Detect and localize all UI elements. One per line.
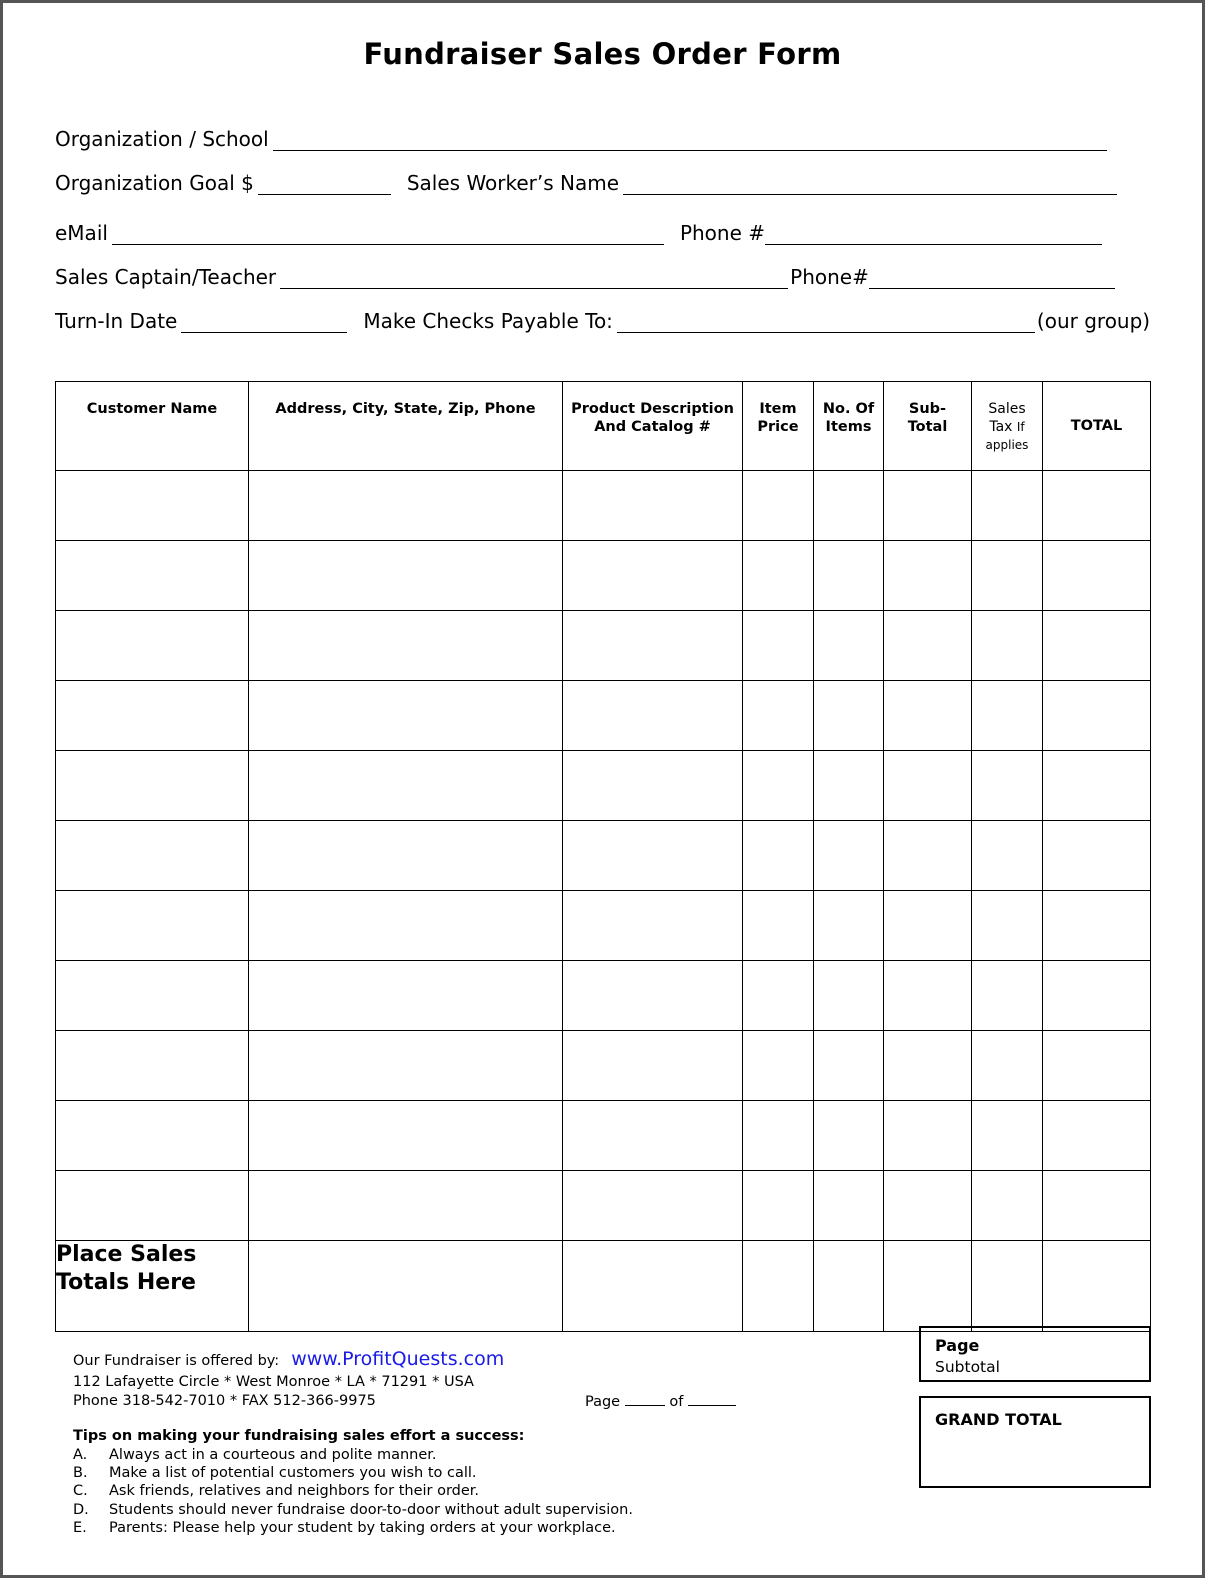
tips-list bbox=[73, 1446, 633, 1537]
table-cell[interactable] bbox=[743, 961, 814, 1031]
totals-label-cell: Place Sales Totals Here bbox=[56, 1241, 249, 1332]
of-label: of bbox=[669, 1394, 684, 1410]
table-row bbox=[56, 541, 1151, 611]
table-cell[interactable] bbox=[56, 891, 249, 961]
table-cell[interactable] bbox=[743, 1171, 814, 1241]
phone2-input[interactable] bbox=[869, 268, 1115, 289]
table-row bbox=[56, 891, 1151, 961]
table-cell[interactable] bbox=[743, 1031, 814, 1101]
table-cell[interactable] bbox=[56, 471, 249, 541]
table-cell[interactable] bbox=[563, 751, 743, 821]
table-cell[interactable] bbox=[972, 1171, 1043, 1241]
table-cell[interactable] bbox=[1043, 541, 1151, 611]
grand-total-box[interactable] bbox=[919, 1396, 1151, 1488]
table-cell[interactable] bbox=[563, 961, 743, 1031]
email-label: eMail bbox=[55, 221, 108, 245]
table-cell[interactable] bbox=[1043, 891, 1151, 961]
table-cell[interactable] bbox=[1043, 681, 1151, 751]
tip-key: B. bbox=[73, 1465, 88, 1482]
table-cell[interactable] bbox=[814, 611, 884, 681]
table-cell[interactable] bbox=[884, 821, 972, 891]
orders-table bbox=[55, 381, 1151, 1332]
captain-row bbox=[55, 265, 1117, 289]
table-cell[interactable] bbox=[743, 611, 814, 681]
table-cell[interactable] bbox=[814, 891, 884, 961]
table-row bbox=[56, 821, 1151, 891]
col-no-of-items: No. Of Items bbox=[814, 382, 884, 471]
table-cell[interactable] bbox=[972, 681, 1043, 751]
payable-input[interactable] bbox=[617, 312, 1035, 333]
table-cell[interactable] bbox=[884, 1031, 972, 1101]
table-cell[interactable] bbox=[56, 961, 249, 1031]
table-cell[interactable] bbox=[1043, 1241, 1151, 1332]
phone2-label: Phone# bbox=[790, 265, 869, 289]
email-row bbox=[55, 221, 1104, 245]
table-row bbox=[56, 681, 1151, 751]
organization-input[interactable] bbox=[273, 130, 1107, 151]
table-cell[interactable] bbox=[563, 1171, 743, 1241]
table-cell[interactable] bbox=[743, 1241, 814, 1332]
table-cell[interactable] bbox=[814, 541, 884, 611]
page-count-input[interactable] bbox=[688, 1392, 736, 1406]
table-cell[interactable] bbox=[1043, 1031, 1151, 1101]
tip-item bbox=[73, 1519, 633, 1537]
table-cell[interactable] bbox=[814, 1171, 884, 1241]
offered-by bbox=[73, 1350, 504, 1371]
table-cell[interactable] bbox=[884, 1101, 972, 1171]
totals-row bbox=[56, 1241, 1151, 1332]
table-cell[interactable] bbox=[1043, 1171, 1151, 1241]
col-product: Product Description And Catalog # bbox=[563, 382, 743, 471]
col-sales-tax: Sales Tax If applies bbox=[972, 382, 1043, 471]
table-cell[interactable] bbox=[743, 1101, 814, 1171]
tip-text: Always act in a courteous and polite manner. bbox=[109, 1447, 437, 1463]
table-cell[interactable] bbox=[1043, 961, 1151, 1031]
table-cell[interactable] bbox=[884, 961, 972, 1031]
company-address: 112 Lafayette Circle * West Monroe * LA * 71291 * USA bbox=[73, 1374, 474, 1390]
table-cell[interactable] bbox=[884, 681, 972, 751]
table-row bbox=[56, 1171, 1151, 1241]
col-total: TOTAL bbox=[1043, 382, 1151, 471]
table-cell[interactable] bbox=[1043, 471, 1151, 541]
table-cell[interactable] bbox=[814, 1241, 884, 1332]
table-cell[interactable] bbox=[884, 1171, 972, 1241]
table-cell[interactable] bbox=[249, 611, 563, 681]
tips-title: Tips on making your fundraising sales effort a success: bbox=[73, 1428, 525, 1444]
table-cell[interactable] bbox=[56, 1101, 249, 1171]
table-cell[interactable] bbox=[743, 751, 814, 821]
page-of bbox=[585, 1392, 736, 1412]
worker-label: Sales Worker’s Name bbox=[406, 171, 620, 195]
table-cell[interactable] bbox=[972, 751, 1043, 821]
table-cell[interactable] bbox=[972, 891, 1043, 961]
tip-item bbox=[73, 1501, 633, 1519]
table-cell[interactable] bbox=[743, 821, 814, 891]
table-cell[interactable] bbox=[814, 471, 884, 541]
table-cell[interactable] bbox=[56, 541, 249, 611]
col-customer-name: Customer Name bbox=[56, 382, 249, 471]
tip-key: A. bbox=[73, 1447, 88, 1463]
ourgroup-label: (our group) bbox=[1036, 309, 1151, 333]
table-row bbox=[56, 751, 1151, 821]
table-cell[interactable] bbox=[249, 751, 563, 821]
page-number-input[interactable] bbox=[625, 1392, 665, 1406]
table-cell[interactable] bbox=[563, 1031, 743, 1101]
tip-item bbox=[73, 1482, 633, 1500]
table-cell[interactable] bbox=[884, 611, 972, 681]
table-cell[interactable] bbox=[563, 611, 743, 681]
table-cell[interactable] bbox=[56, 611, 249, 681]
tip-text: Students should never fundraise door-to-door without adult supervision. bbox=[109, 1501, 633, 1518]
table-cell[interactable] bbox=[884, 891, 972, 961]
table-cell[interactable] bbox=[249, 541, 563, 611]
table-cell[interactable] bbox=[249, 471, 563, 541]
worker-input[interactable] bbox=[623, 174, 1117, 195]
payable-label: Make Checks Payable To: bbox=[363, 309, 613, 333]
table-row bbox=[56, 1101, 1151, 1171]
col-subtotal: Sub- Total bbox=[884, 382, 972, 471]
organization-label: Organization / School bbox=[55, 127, 269, 151]
goal-input[interactable] bbox=[258, 174, 391, 195]
table-cell[interactable] bbox=[743, 541, 814, 611]
table-cell[interactable] bbox=[249, 891, 563, 961]
turnin-input[interactable] bbox=[181, 312, 347, 333]
table-cell[interactable] bbox=[884, 1241, 972, 1332]
table-cell[interactable] bbox=[1043, 821, 1151, 891]
table-cell[interactable] bbox=[884, 751, 972, 821]
table-cell[interactable] bbox=[249, 1101, 563, 1171]
table-cell[interactable] bbox=[56, 681, 249, 751]
table-cell[interactable] bbox=[972, 541, 1043, 611]
table-cell[interactable] bbox=[814, 681, 884, 751]
table-cell[interactable] bbox=[884, 471, 972, 541]
tip-text: Make a list of potential customers you wish to call. bbox=[109, 1465, 477, 1482]
phone-input[interactable] bbox=[765, 224, 1102, 245]
turnin-label: Turn-In Date bbox=[55, 309, 178, 333]
table-cell[interactable] bbox=[972, 1241, 1043, 1332]
table-cell[interactable] bbox=[249, 1241, 563, 1332]
website-link[interactable]: www.ProfitQuests.com bbox=[291, 1348, 505, 1370]
table-cell[interactable] bbox=[814, 751, 884, 821]
captain-input[interactable] bbox=[280, 268, 788, 289]
table-cell[interactable] bbox=[56, 751, 249, 821]
table-cell[interactable] bbox=[563, 1241, 743, 1332]
table-cell[interactable] bbox=[972, 961, 1043, 1031]
table-cell[interactable] bbox=[563, 681, 743, 751]
tip-key: C. bbox=[73, 1483, 88, 1500]
company-phone: Phone 318-542-7010 * FAX 512-366-9975 bbox=[73, 1393, 376, 1409]
page-subtotal-label: Page bbox=[935, 1336, 980, 1355]
table-cell[interactable] bbox=[1043, 1101, 1151, 1171]
table-cell[interactable] bbox=[972, 1101, 1043, 1171]
table-cell[interactable] bbox=[972, 821, 1043, 891]
grand-total-label: GRAND TOTAL bbox=[935, 1410, 1062, 1429]
table-cell[interactable] bbox=[743, 891, 814, 961]
table-cell[interactable] bbox=[972, 611, 1043, 681]
table-cell[interactable] bbox=[563, 541, 743, 611]
table-cell[interactable] bbox=[814, 1101, 884, 1171]
tip-item bbox=[73, 1446, 633, 1464]
tip-item bbox=[73, 1464, 633, 1482]
table-cell[interactable] bbox=[814, 961, 884, 1031]
table-cell[interactable] bbox=[814, 1031, 884, 1101]
table-cell[interactable] bbox=[563, 1101, 743, 1171]
page-label: Page bbox=[585, 1394, 621, 1410]
table-row bbox=[56, 1031, 1151, 1101]
table-cell[interactable] bbox=[884, 541, 972, 611]
table-cell[interactable] bbox=[56, 1031, 249, 1101]
table-cell[interactable] bbox=[249, 821, 563, 891]
goal-label: Organization Goal $ bbox=[55, 171, 254, 195]
table-cell[interactable] bbox=[563, 891, 743, 961]
tip-text: Parents: Please help your student by taking orders at your workplace. bbox=[109, 1519, 616, 1536]
table-cell[interactable] bbox=[249, 1031, 563, 1101]
form-title: Fundraiser Sales Order Form bbox=[363, 37, 842, 71]
offered-label: Our Fundraiser is offered by: bbox=[73, 1353, 280, 1369]
table-cell[interactable] bbox=[1043, 611, 1151, 681]
page-subtotal-label-2: Subtotal bbox=[935, 1358, 1000, 1376]
table-cell[interactable] bbox=[56, 821, 249, 891]
goal-row bbox=[55, 171, 1119, 195]
captain-label: Sales Captain/Teacher bbox=[55, 265, 277, 289]
table-cell[interactable] bbox=[814, 821, 884, 891]
table-cell[interactable] bbox=[743, 471, 814, 541]
table-row bbox=[56, 471, 1151, 541]
table-cell[interactable] bbox=[249, 961, 563, 1031]
tip-key: D. bbox=[73, 1501, 89, 1518]
email-input[interactable] bbox=[112, 224, 664, 245]
table-cell[interactable] bbox=[972, 1031, 1043, 1101]
phone-label: Phone # bbox=[679, 221, 766, 245]
col-item-price: Item Price bbox=[743, 382, 814, 471]
table-cell[interactable] bbox=[972, 471, 1043, 541]
table-header-row bbox=[56, 382, 1151, 471]
table-cell[interactable] bbox=[249, 1171, 563, 1241]
table-cell[interactable] bbox=[743, 681, 814, 751]
table-row bbox=[56, 611, 1151, 681]
table-cell[interactable] bbox=[56, 1171, 249, 1241]
tip-text: Ask friends, relatives and neighbors for their order. bbox=[109, 1483, 480, 1500]
page-subtotal-box[interactable] bbox=[919, 1326, 1151, 1382]
table-row bbox=[56, 961, 1151, 1031]
table-cell[interactable] bbox=[1043, 751, 1151, 821]
tip-key: E. bbox=[73, 1519, 87, 1536]
col-address: Address, City, State, Zip, Phone bbox=[249, 382, 563, 471]
table-cell[interactable] bbox=[249, 681, 563, 751]
turnin-row bbox=[55, 309, 1150, 333]
organization-row bbox=[55, 127, 1109, 151]
table-cell[interactable] bbox=[563, 471, 743, 541]
table-cell[interactable] bbox=[563, 821, 743, 891]
